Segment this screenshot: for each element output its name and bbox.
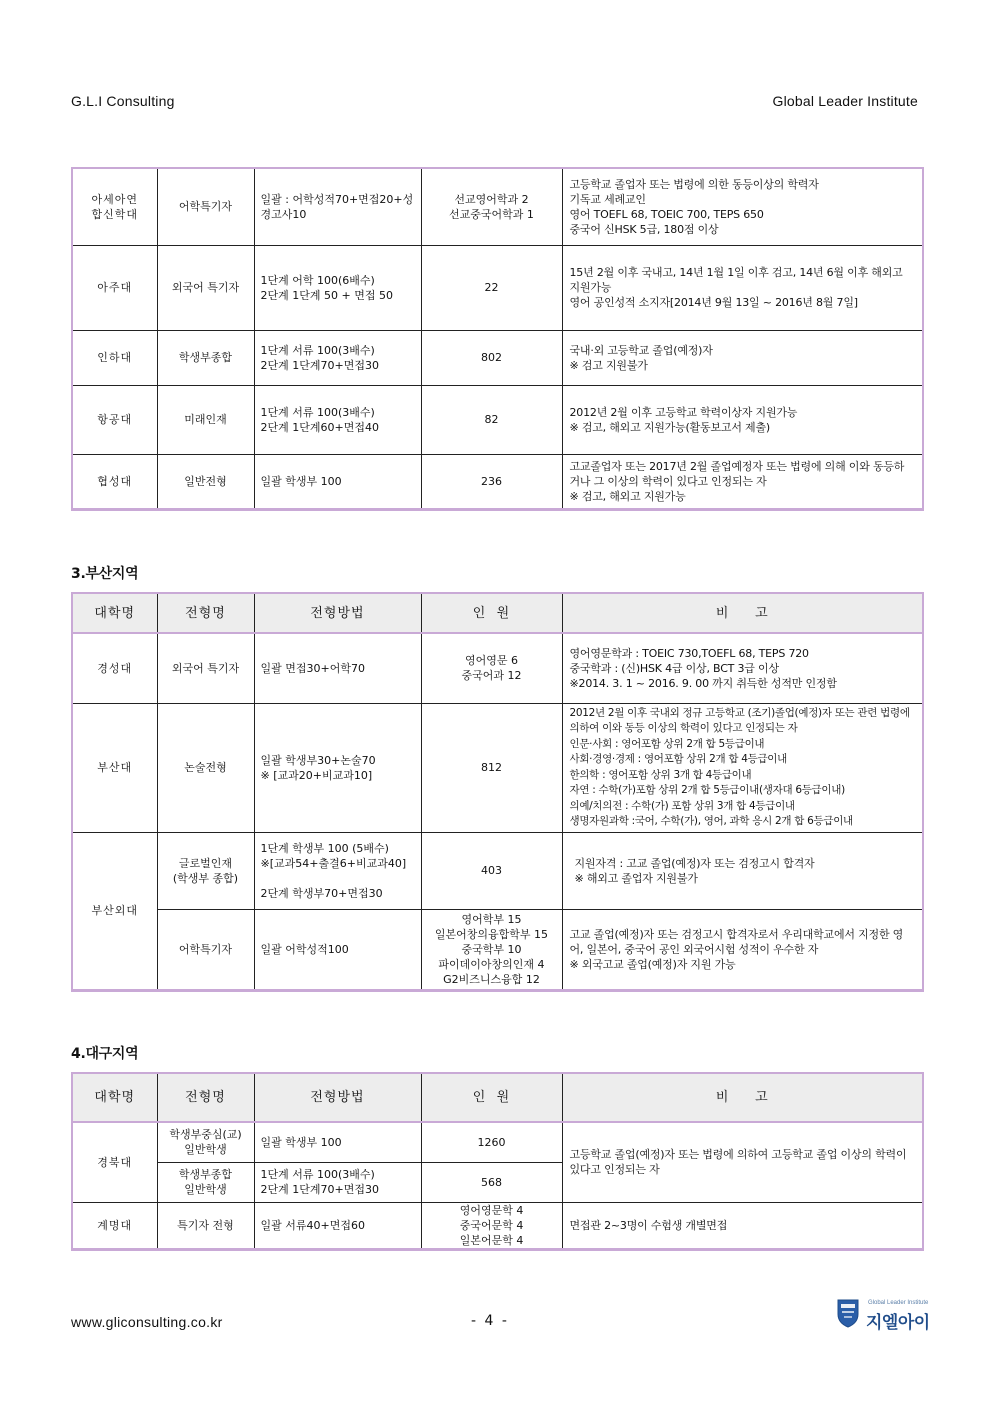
remarks: 2012년 2월 이후 고등학교 학력이상자 지원가능 ※ 검고, 해외고 지원가능(활동보고서 제출) xyxy=(562,385,923,454)
admission-method: 1단계 서류 100(3배수) 2단계 1단계70+면접30 xyxy=(254,330,421,385)
section-title-daegu: 4.대구지역 xyxy=(71,1046,139,1062)
admission-method: 1단계 서류 100(3배수) 2단계 1단계70+면접30 xyxy=(254,1162,421,1202)
quota: 812 xyxy=(421,703,562,832)
university-name: 아주대 xyxy=(72,245,157,330)
quota: 403 xyxy=(421,832,562,909)
university-name: 인하대 xyxy=(72,330,157,385)
quota: 영어영문 6 중국어과 12 xyxy=(421,633,562,703)
admission-method: 일괄 : 어학성적70+면접20+성경고사10 xyxy=(254,168,421,245)
remarks: 고교졸업자 또는 2017년 2월 졸업예정자 또는 법령에 의해 이와 동등하거나 그 이상의 학력이 있다고 인정되는 자 ※ 검고, 해외고 지원가능 xyxy=(562,454,923,509)
quota: 영어학부 15 일본어창의융합학부 15 중국학부 10 파이데이아창의인재 4 G2비즈니스융합 12 xyxy=(421,909,562,990)
section-title-busan: 3.부산지역 xyxy=(71,566,139,582)
admission-method: 일괄 어학성적100 xyxy=(254,909,421,990)
quota: 22 xyxy=(421,245,562,330)
table-continued xyxy=(71,167,924,511)
gli-logo xyxy=(836,1296,930,1334)
admission-track: 일반전형 xyxy=(157,454,254,509)
quota: 236 xyxy=(421,454,562,509)
column-header-method: 전형방법 xyxy=(254,593,421,633)
column-header-remarks: 비 고 xyxy=(562,1073,923,1122)
footer-website-url: www.gliconsulting.co.kr xyxy=(71,1314,223,1330)
university-name: 부산외대 xyxy=(72,832,157,990)
university-name: 경성대 xyxy=(72,633,157,703)
remarks: 고등학교 졸업(예정)자 또는 법령에 의하여 고등학교 졸업 이상의 학력이 있다고 인정되는 자 xyxy=(562,1122,923,1202)
admission-method: 일괄 학생부 100 xyxy=(254,454,421,509)
quota: 802 xyxy=(421,330,562,385)
admission-track: 외국어 특기자 xyxy=(157,633,254,703)
university-name: 경북대 xyxy=(72,1122,157,1202)
table-row xyxy=(72,703,923,832)
column-header-quota: 인 원 xyxy=(421,1073,562,1122)
header-institute: Global Leader Institute xyxy=(772,93,918,109)
admission-method: 1단계 학생부 100 (5배수) ※[교과54+출결6+비교과40] 2단계 학생부70+면접30 xyxy=(254,832,421,909)
column-header-university: 대학명 xyxy=(72,593,157,633)
remarks: 영어영문학과 : TOEIC 730,TOEFL 68, TEPS 720 중국학과 : (신)HSK 4급 이상, BCT 3급 이상 ※2014. 3. 1 ~ 2016. 9. 00 까지 취득한 성적만 인정함 xyxy=(562,633,923,703)
column-header-track: 전형명 xyxy=(157,1073,254,1122)
table-row xyxy=(72,245,923,330)
quota: 선교영어학과 2 선교중국어학과 1 xyxy=(421,168,562,245)
remarks: 면접관 2~3명이 수험생 개별면접 xyxy=(562,1202,923,1249)
remarks: 2012년 2월 이후 국내외 정규 고등학교 (조기)졸업(예정)자 또는 관련 법령에 의하여 이와 동등 이상의 학력이 있다고 인정되는 자 인문·사회 : 영어포함 상위 2개 합 5등급이내 사회·경영·경제 : 영어포함 상위 2개 합 4등급이내 한의학 : 영어포함 상위 3개 합 4등급이내 자연 : 수학(가)포함 상위 2개 합 5등급이내(생자대 6등급이내) 의예/치의전 : 수학(가) 포함 상위 3개 합 4등급이내 생명자원과학 :국어, 수학(가), 영어, 과학 응시 2개 합 6등급이내 xyxy=(562,703,923,832)
university-name: 부산대 xyxy=(72,703,157,832)
admission-track: 외국어 특기자 xyxy=(157,245,254,330)
table-row xyxy=(72,633,923,703)
admission-track: 학생부중심(교) 일반학생 xyxy=(157,1122,254,1162)
table-daegu xyxy=(71,1072,924,1251)
admission-track: 미래인재 xyxy=(157,385,254,454)
remarks: 15년 2월 이후 국내고, 14년 1월 1일 이후 검고, 14년 6월 이후 해외고 지원가능 영어 공인성적 소지자[2014년 9월 13일 ~ 2016년 8월 7일] xyxy=(562,245,923,330)
admission-method: 일괄 서류40+면접60 xyxy=(254,1202,421,1249)
admission-method: 1단계 서류 100(3배수) 2단계 1단계60+면접40 xyxy=(254,385,421,454)
logo-english-name: Global Leader Institute xyxy=(868,1300,929,1306)
university-name: 항공대 xyxy=(72,385,157,454)
table-row xyxy=(72,168,923,245)
table-row xyxy=(72,454,923,509)
logo-korean-name: 지엘아이 xyxy=(866,1313,930,1333)
table-row xyxy=(72,1122,923,1162)
admission-track: 학생부종합 xyxy=(157,330,254,385)
remarks: 지원자격 : 고교 졸업(예정)자 또는 검정고시 합격자 ※ 해외고 졸업자 지원불가 xyxy=(562,832,923,909)
admission-method: 일괄 면접30+어학70 xyxy=(254,633,421,703)
university-name: 아세아연 합신학대 xyxy=(72,168,157,245)
quota: 1260 xyxy=(421,1122,562,1162)
column-header-method: 전형방법 xyxy=(254,1073,421,1122)
admission-method: 1단계 어학 100(6배수) 2단계 1단계 50 + 면접 50 xyxy=(254,245,421,330)
admission-track: 특기자 전형 xyxy=(157,1202,254,1249)
admission-track: 어학특기자 xyxy=(157,168,254,245)
admission-track: 글로벌인재 (학생부 종합) xyxy=(157,832,254,909)
table-row xyxy=(72,385,923,454)
admission-track: 학생부종합 일반학생 xyxy=(157,1162,254,1202)
column-header-quota: 인 원 xyxy=(421,593,562,633)
table-row xyxy=(72,1202,923,1249)
table-header-row xyxy=(72,593,923,633)
gli-shield-icon xyxy=(836,1298,860,1328)
table-row xyxy=(72,330,923,385)
admission-track: 어학특기자 xyxy=(157,909,254,990)
remarks: 고등학교 졸업자 또는 법령에 의한 동등이상의 학력자 기독교 세례교인 영어 TOEFL 68, TOEIC 700, TEPS 650 중국어 신HSK 5급, 180점 이상 xyxy=(562,168,923,245)
university-name: 협성대 xyxy=(72,454,157,509)
quota: 영어영문학 4 중국어문학 4 일본어문학 4 xyxy=(421,1202,562,1249)
table-row xyxy=(72,832,923,909)
university-name: 계명대 xyxy=(72,1202,157,1249)
column-header-remarks: 비 고 xyxy=(562,593,923,633)
quota: 82 xyxy=(421,385,562,454)
column-header-university: 대학명 xyxy=(72,1073,157,1122)
admission-method: 일괄 학생부 100 xyxy=(254,1122,421,1162)
table-header-row xyxy=(72,1073,923,1122)
admission-method: 일괄 학생부30+논술70 ※ [교과20+비교과10] xyxy=(254,703,421,832)
column-header-track: 전형명 xyxy=(157,593,254,633)
header-company: G.L.I Consulting xyxy=(71,93,175,109)
table-busan xyxy=(71,592,924,992)
table-row xyxy=(72,909,923,990)
admission-track: 논술전형 xyxy=(157,703,254,832)
remarks: 국내·외 고등학교 졸업(예정)자 ※ 검고 지원불가 xyxy=(562,330,923,385)
quota: 568 xyxy=(421,1162,562,1202)
remarks: 고교 졸업(예정)자 또는 검정고시 합격자로서 우리대학교에서 지정한 영어, 일본어, 중국어 공인 외국어시험 성적이 우수한 자 ※ 외국고교 졸업(예정)자 지원 가능 xyxy=(562,909,923,990)
page-number: - 4 - xyxy=(471,1313,509,1329)
